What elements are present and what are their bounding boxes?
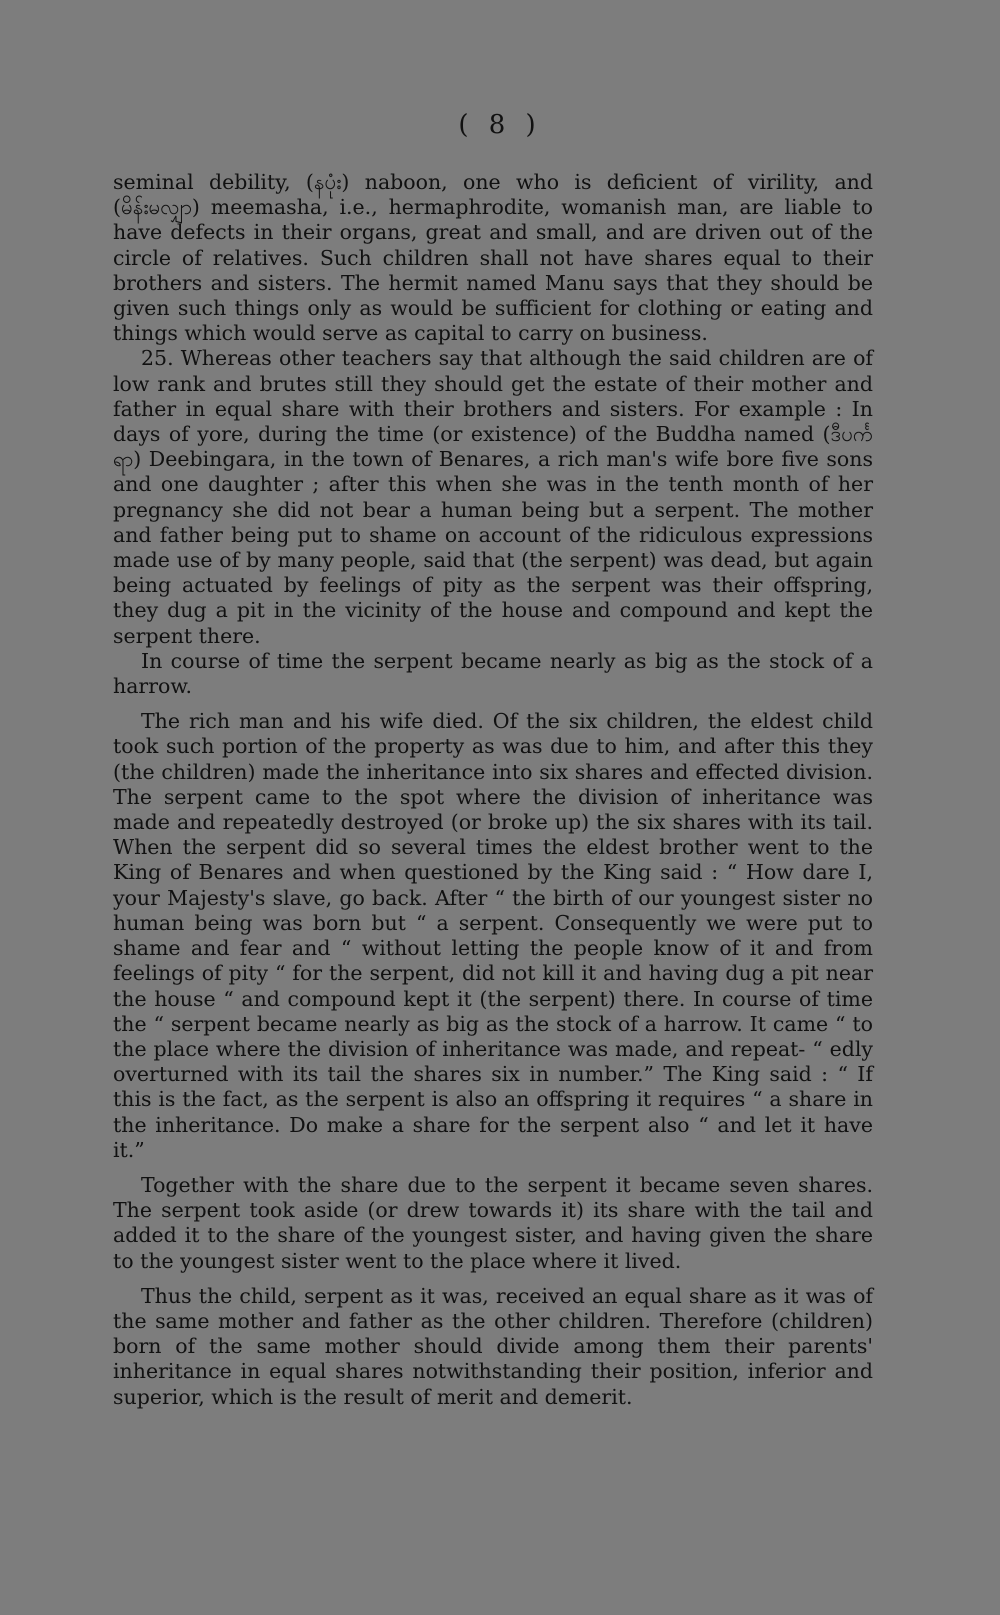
paragraph-section-25: 25. Whereas other teachers say that although the said children are of low rank and brutes still they should get the estate of their mother and father in equal share with their brothers and sisters. For example : In days of yore, during the time (or existence) of the Buddha named (ဒီပင်္ကရာ) Deebingara, in the town of Benares, a rich man's wife bore five sons and one daughter ; after this when she was in the tenth month of her pregnancy she did not bear a human being but a serpent. The mother and father being put to shame on account of the ridiculous expressions made use of by many people, said that (the serpent) was dead, but again being actuated by feelings of pity as the serpent was their offspring, they dug a pit in the vicinity of the house and compound and kept the serpent there. bbox=[113, 346, 873, 648]
paragraph-seven-shares: Together with the share due to the serpent it became seven shares. The serpent took aside (or drew towards it) its share with the tail and added it to the share of the youngest sister, and having given the share to the youngest sister went to the place where it lived. bbox=[113, 1172, 873, 1273]
paragraph-continuation: seminal debility, (နပုံး) naboon, one who is deficient of virility, and (မိန်းမလျှာ) meemasha, i.e., hermaphrodite, womanish man, are liable to have defects in their organs, great and small, and are driven out of the circle of relatives. Such children shall not have shares equal to their brothers and sisters. The hermit named Manu says that they should be given such things only as would be sufficient for clothing or eating and things which would serve as capital to carry on business. bbox=[113, 170, 873, 346]
paragraph-conclusion: Thus the child, serpent as it was, received an equal share as it was of the same mother and father as the other children. Therefore (children) born of the same mother should divide among them their parents' inheritance in equal shares notwithstanding their position, inferior and superior, which is the result of merit and demerit. bbox=[113, 1283, 873, 1409]
paragraph-parents-died: The rich man and his wife died. Of the six children, the eldest child took such portion of the property as was due to him, and after this they (the children) made the inheritance into six shares and effected division. The serpent came to the spot where the division of inheritance was made and repeatedly destroyed (or broke up) the six shares with its tail. When the serpent did so several times the eldest brother went to the King of Benares and when questioned by the King said : “ How dare I, your Majesty's slave, go back. After “ the birth of our youngest sister no human being was born but “ a serpent. Consequently we were put to shame and fear and “ without letting the people know of it and from feelings of pity “ for the serpent, did not kill it and having dug a pit near the house “ and compound kept it (the serpent) there. In course of time the “ serpent became nearly as big as the stock of a harrow. It came “ to the place where the division of inheritance was made, and repeat- “ edly overturned with its tail the shares six in number.” The King said : “ If this is the fact, as the serpent is also an offspring it requires “ a share in the inheritance. Do make a share for the serpent also “ and let it have it.” bbox=[113, 709, 873, 1162]
page-number: ( 8 ) bbox=[458, 110, 542, 140]
body-text bbox=[113, 170, 873, 1410]
paragraph-serpent-growth: In course of time the serpent became nearly as big as the stock of a harrow. bbox=[113, 648, 873, 699]
